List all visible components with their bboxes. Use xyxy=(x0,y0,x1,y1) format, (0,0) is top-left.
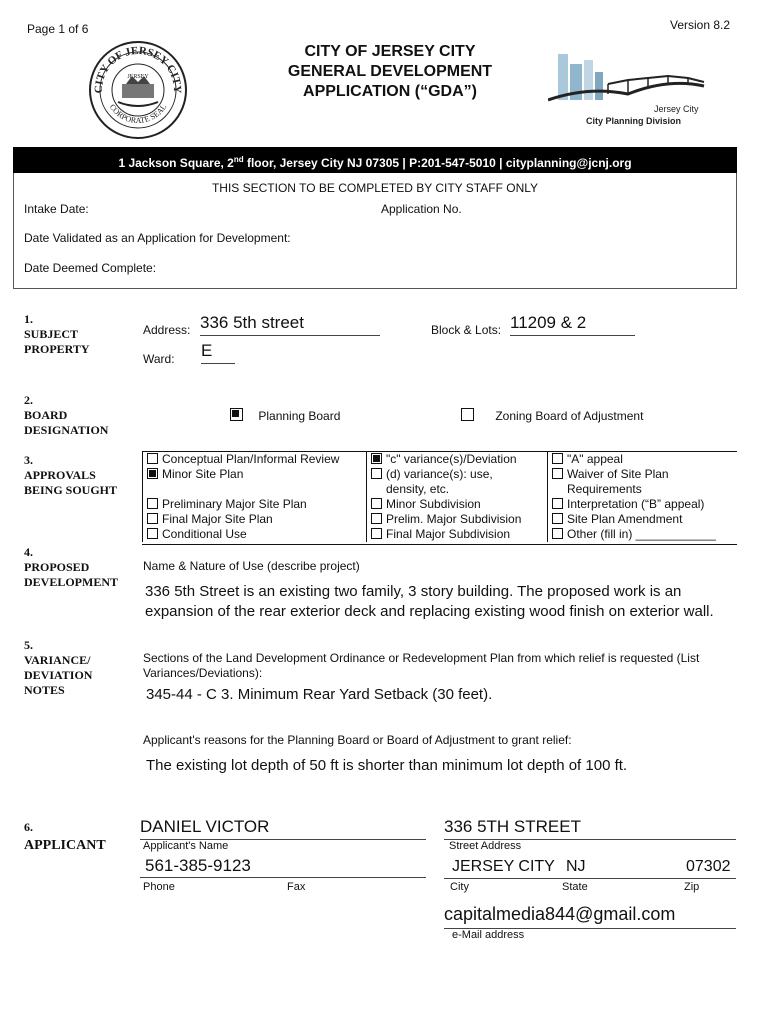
phone-label: Phone xyxy=(143,881,175,893)
approval-option[interactable] xyxy=(371,497,547,512)
block-lots-field[interactable]: 11209 & 2 xyxy=(510,313,635,336)
street-address-field[interactable]: 336 5TH STREET xyxy=(444,817,736,840)
proposed-use-field[interactable]: 336 5th Street is an existing two family, 3 story building. The proposed work is an expansion of the rear exterior deck and replacing existing wood finish on exterior wall. xyxy=(145,583,714,620)
approval-checkbox[interactable] xyxy=(552,513,563,524)
approval-option[interactable] xyxy=(552,527,738,542)
section-1-label: 1. SUBJECT PROPERTY xyxy=(24,312,90,356)
section-6-label: 6. APPLICANT xyxy=(24,820,106,853)
relief-reasons-field[interactable]: The existing lot depth of 50 ft is shorter than minimum lot depth of 100 ft. xyxy=(146,757,628,774)
email-label: e-Mail address xyxy=(452,929,525,941)
ward-field[interactable]: E xyxy=(201,341,235,364)
version-label: Version 8.2 xyxy=(670,18,731,32)
relief-reasons-prompt: Applicant's reasons for the Planning Board or Board of Adjustment to grant relief: xyxy=(143,733,572,747)
svg-text:Jersey City: Jersey City xyxy=(654,104,699,114)
variance-sections-field[interactable]: 345-44 - C 3. Minimum Rear Yard Setback (30 feet). xyxy=(146,686,493,703)
approval-option-label: "A" appeal xyxy=(567,452,623,466)
approval-option-label: Requirements xyxy=(567,482,642,496)
approval-checkbox[interactable] xyxy=(147,513,158,524)
approval-checkbox[interactable] xyxy=(371,513,382,524)
approval-checkbox[interactable] xyxy=(147,453,158,464)
approval-option[interactable] xyxy=(371,467,547,482)
city-seal-logo xyxy=(88,40,188,140)
intake-date-label: Intake Date: xyxy=(24,202,89,216)
approval-option[interactable] xyxy=(552,512,738,527)
proposed-use-prompt: Name & Nature of Use (describe project) xyxy=(143,559,360,573)
ward-label: Ward: xyxy=(143,352,175,366)
approvals-column-1 xyxy=(142,452,365,542)
approval-option[interactable] xyxy=(147,497,365,512)
approval-option-label: Conditional Use xyxy=(162,527,247,541)
section-2-label: 2. BOARD DESIGNATION xyxy=(24,393,109,437)
approval-option-label: Preliminary Major Site Plan xyxy=(162,497,307,511)
state-field[interactable]: NJ xyxy=(566,858,586,875)
page-number: Page 1 of 6 xyxy=(27,22,89,36)
approval-option[interactable] xyxy=(552,452,738,467)
approval-option-label: "c" variance(s)/Deviation xyxy=(386,452,517,466)
block-lots-label: Block & Lots: xyxy=(431,323,502,337)
date-complete-label: Date Deemed Complete: xyxy=(24,261,157,275)
phone-field[interactable]: 561-385-9123 xyxy=(140,856,426,878)
approval-option-label: Prelim. Major Subdivision xyxy=(386,512,522,526)
state-label: State xyxy=(562,881,588,893)
city-planning-logo xyxy=(548,48,708,132)
approval-option[interactable] xyxy=(147,452,365,467)
date-validated-label: Date Validated as an Application for Development: xyxy=(24,231,291,245)
svg-text:CORPORATE SEAL: CORPORATE SEAL xyxy=(107,102,169,125)
approval-option[interactable] xyxy=(147,467,365,482)
approval-option xyxy=(552,482,738,497)
approval-checkbox[interactable] xyxy=(147,498,158,509)
contact-banner: 1 Jackson Square, 2nd floor, Jersey City NJ 07305 | P:201-547-5010 | cityplanning@jcnj.org xyxy=(13,147,737,173)
svg-text:CITY OF JERSEY CITY: CITY OF JERSEY CITY xyxy=(92,44,184,94)
zoning-board-checkbox[interactable] xyxy=(461,408,474,421)
application-no-label: Application No. xyxy=(381,202,462,216)
svg-text:City Planning Division: City Planning Division xyxy=(586,116,682,126)
approval-checkbox[interactable] xyxy=(552,528,563,539)
approval-option[interactable] xyxy=(147,527,365,542)
svg-text:JERSEY: JERSEY xyxy=(127,74,149,80)
approval-option xyxy=(371,482,547,497)
zip-field[interactable]: 07302 xyxy=(686,858,731,875)
staff-section-heading: THIS SECTION TO BE COMPLETED BY CITY STAFF ONLY xyxy=(211,181,539,195)
zoning-board-option[interactable]: Zoning Board of Adjustment xyxy=(461,408,643,423)
approval-option-label: Final Major Site Plan xyxy=(162,512,273,526)
approval-option-label: (d) variance(s): use, xyxy=(386,467,493,481)
approval-checkbox[interactable] xyxy=(371,498,382,509)
approval-option-label: Minor Site Plan xyxy=(162,467,244,481)
approval-checkbox[interactable] xyxy=(147,468,158,479)
approval-checkbox[interactable] xyxy=(552,498,563,509)
approval-checkbox[interactable] xyxy=(552,453,563,464)
section-3-label: 3. APPROVALS BEING SOUGHT xyxy=(24,453,118,497)
street-address-label: Street Address xyxy=(449,840,522,852)
approval-option-label: Waiver of Site Plan xyxy=(567,467,669,481)
zip-label: Zip xyxy=(684,881,700,893)
fax-label: Fax xyxy=(287,881,306,893)
section-4-label: 4. PROPOSED DEVELOPMENT xyxy=(24,545,119,589)
approval-option xyxy=(147,482,365,497)
approval-option[interactable] xyxy=(371,512,547,527)
approvals-column-2 xyxy=(366,452,547,542)
approval-option[interactable] xyxy=(371,452,547,467)
applicant-name-field[interactable]: DANIEL VICTOR xyxy=(140,817,426,840)
approval-option[interactable] xyxy=(552,497,738,512)
approval-checkbox[interactable] xyxy=(552,468,563,479)
approval-option-label: Other (fill in) ____________ xyxy=(567,527,716,541)
approval-checkbox[interactable] xyxy=(371,453,382,464)
approval-option-label: Final Major Subdivision xyxy=(386,527,511,541)
approval-checkbox[interactable] xyxy=(371,528,382,539)
approval-option[interactable] xyxy=(371,527,547,542)
approval-checkbox[interactable] xyxy=(371,468,382,479)
approval-option-label: Conceptual Plan/Informal Review xyxy=(162,452,340,466)
planning-board-option[interactable]: Planning Board xyxy=(230,408,340,423)
city-field[interactable]: JERSEY CITY xyxy=(452,858,555,875)
approval-option-label: Interpretation (“B” appeal) xyxy=(567,497,705,511)
planning-board-checkbox[interactable] xyxy=(230,408,243,421)
approval-option-label: Site Plan Amendment xyxy=(567,512,683,526)
city-label: City xyxy=(450,881,469,893)
approval-option-label: density, etc. xyxy=(386,482,450,496)
approval-option[interactable] xyxy=(147,512,365,527)
approvals-column-3 xyxy=(547,452,738,542)
approval-checkbox[interactable] xyxy=(147,528,158,539)
document-title: CITY OF JERSEY CITY GENERAL DEVELOPMENT APPLICATION (“GDA”) xyxy=(287,43,493,100)
variance-sections-prompt: Sections of the Land Development Ordinance or Redevelopment Plan from which relief is requested (List Variances/Deviations): xyxy=(143,651,700,680)
approval-option[interactable] xyxy=(552,467,738,482)
address-field[interactable]: 336 5th street xyxy=(200,313,380,336)
approval-option-label: Minor Subdivision xyxy=(386,497,481,511)
address-label: Address: xyxy=(143,323,191,337)
applicant-name-label: Applicant's Name xyxy=(143,840,229,852)
email-field[interactable]: capitalmedia844@gmail.com xyxy=(444,904,736,929)
section-5-label: 5. VARIANCE/ DEVIATION NOTES xyxy=(24,638,93,697)
